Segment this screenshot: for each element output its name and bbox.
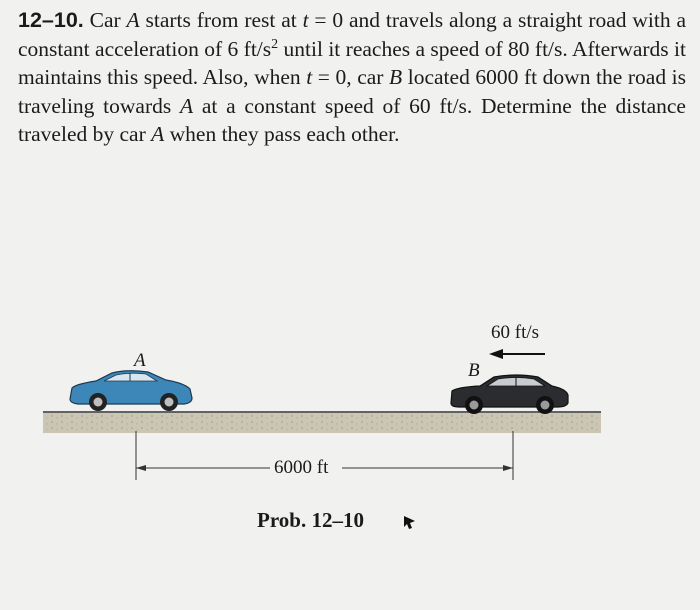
- problem-text-part: = 0 and travels along a straight road with a constant acceleration of 6 ft/s: [18, 8, 692, 61]
- cursor-icon: [404, 516, 415, 529]
- variable-a: A: [151, 122, 165, 146]
- figure-caption: Prob. 12–10: [257, 508, 364, 532]
- problem-number: 12–10.: [18, 8, 84, 32]
- exponent: 2: [271, 36, 279, 52]
- car-b-label: B: [468, 360, 480, 381]
- velocity-arrow-icon: [489, 349, 545, 359]
- car-a-label: A: [134, 350, 146, 371]
- variable-a: A: [126, 8, 140, 32]
- problem-text-part: when they pass each other.: [164, 122, 400, 146]
- variable-a: A: [179, 93, 194, 118]
- problem-text-part: located 6000 ft down the road is traveling towards: [18, 65, 692, 118]
- variable-t: t: [302, 8, 309, 32]
- road-gravel: [43, 413, 601, 433]
- variable-b: B: [389, 65, 403, 89]
- problem-text-part: at a constant speed of 60 ft/s. Determine the distance traveled by car: [18, 93, 692, 146]
- problem-text-part: until it reaches a speed of 80 ft/s. Afterwards it maintains this speed. Also, when: [18, 36, 692, 89]
- variable-t: t: [306, 65, 313, 89]
- car-a-icon: [70, 371, 192, 411]
- problem-text-part: = 0, car: [312, 65, 390, 89]
- problem-text-part: starts from rest at: [139, 8, 303, 32]
- distance-label: 6000 ft: [274, 457, 329, 478]
- problem-text-part: Car: [83, 8, 127, 32]
- speed-label: 60 ft/s: [491, 322, 540, 343]
